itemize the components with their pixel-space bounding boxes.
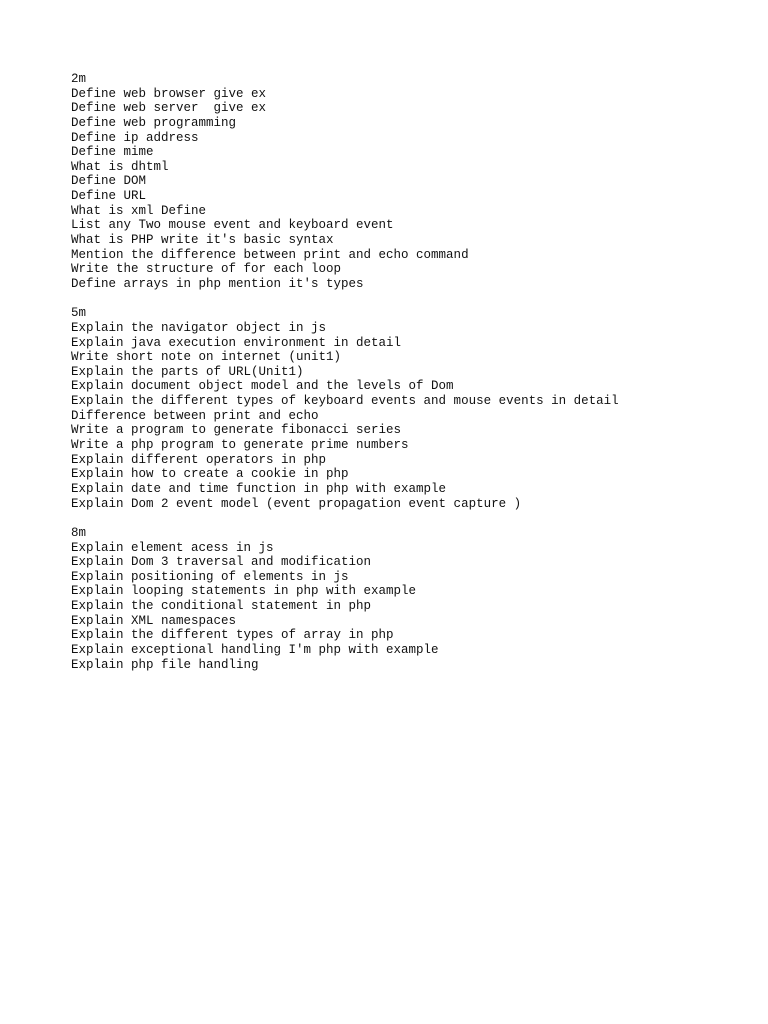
question-line: Define web browser give ex <box>71 86 267 101</box>
question-line: Define DOM <box>71 174 147 189</box>
question-line: Explain java execution environment in detail <box>71 335 402 350</box>
section-2m <box>71 72 751 292</box>
question-line: Explain looping statements in php with example <box>71 584 417 599</box>
question-line: Explain positioning of elements in js <box>71 569 349 584</box>
question-line: Explain the different types of array in php <box>71 628 394 643</box>
question-line: Define arrays in php mention it's types <box>71 276 364 291</box>
question-line: Write the structure of for each loop <box>71 262 342 277</box>
question-line: Define mime <box>71 145 154 160</box>
question-line: Explain document object model and the levels of Dom <box>71 379 454 394</box>
question-line: Explain exceptional handling I'm php with example <box>71 642 439 657</box>
question-line: Explain the different types of keyboard events and mouse events in detail <box>71 394 619 409</box>
section-heading: 2m <box>71 72 87 86</box>
section-heading: 5m <box>71 306 87 321</box>
question-line: Difference between print and echo <box>71 408 319 423</box>
question-line: Explain element acess in js <box>71 540 274 555</box>
question-line: Explain XML namespaces <box>71 613 237 628</box>
question-line: Write a php program to generate prime numbers <box>71 438 409 453</box>
question-line: Explain the parts of URL(Unit1) <box>71 364 304 379</box>
question-line: Explain different operators in php <box>71 452 327 467</box>
section-heading: 8m <box>71 525 87 540</box>
question-line: List any Two mouse event and keyboard event <box>71 218 394 233</box>
question-line: What is PHP write it's basic syntax <box>71 233 334 248</box>
question-line: Define ip address <box>71 130 199 145</box>
question-line: Write a program to generate fibonacci series <box>71 423 402 438</box>
question-line: What is xml Define <box>71 203 207 218</box>
question-line: What is dhtml <box>71 159 169 174</box>
question-line: Define URL <box>71 189 147 204</box>
question-line: Explain the conditional statement in php <box>71 599 372 614</box>
question-line: Explain Dom 3 traversal and modification <box>71 555 372 570</box>
question-line: Explain php file handling <box>71 657 259 672</box>
section-8m <box>71 526 751 672</box>
question-line: Explain Dom 2 event model (event propagation event capture ) <box>71 496 522 511</box>
question-line: Define web server give ex <box>71 101 267 116</box>
question-line: Write short note on internet (unit1) <box>71 350 342 365</box>
document-page <box>71 72 751 687</box>
question-line: Explain how to create a cookie in php <box>71 467 349 482</box>
question-line: Explain date and time function in php with example <box>71 481 447 496</box>
section-5m <box>71 306 751 511</box>
question-line: Explain the navigator object in js <box>71 320 327 335</box>
question-line: Mention the difference between print and echo command <box>71 247 469 262</box>
question-line: Define web programming <box>71 115 237 130</box>
